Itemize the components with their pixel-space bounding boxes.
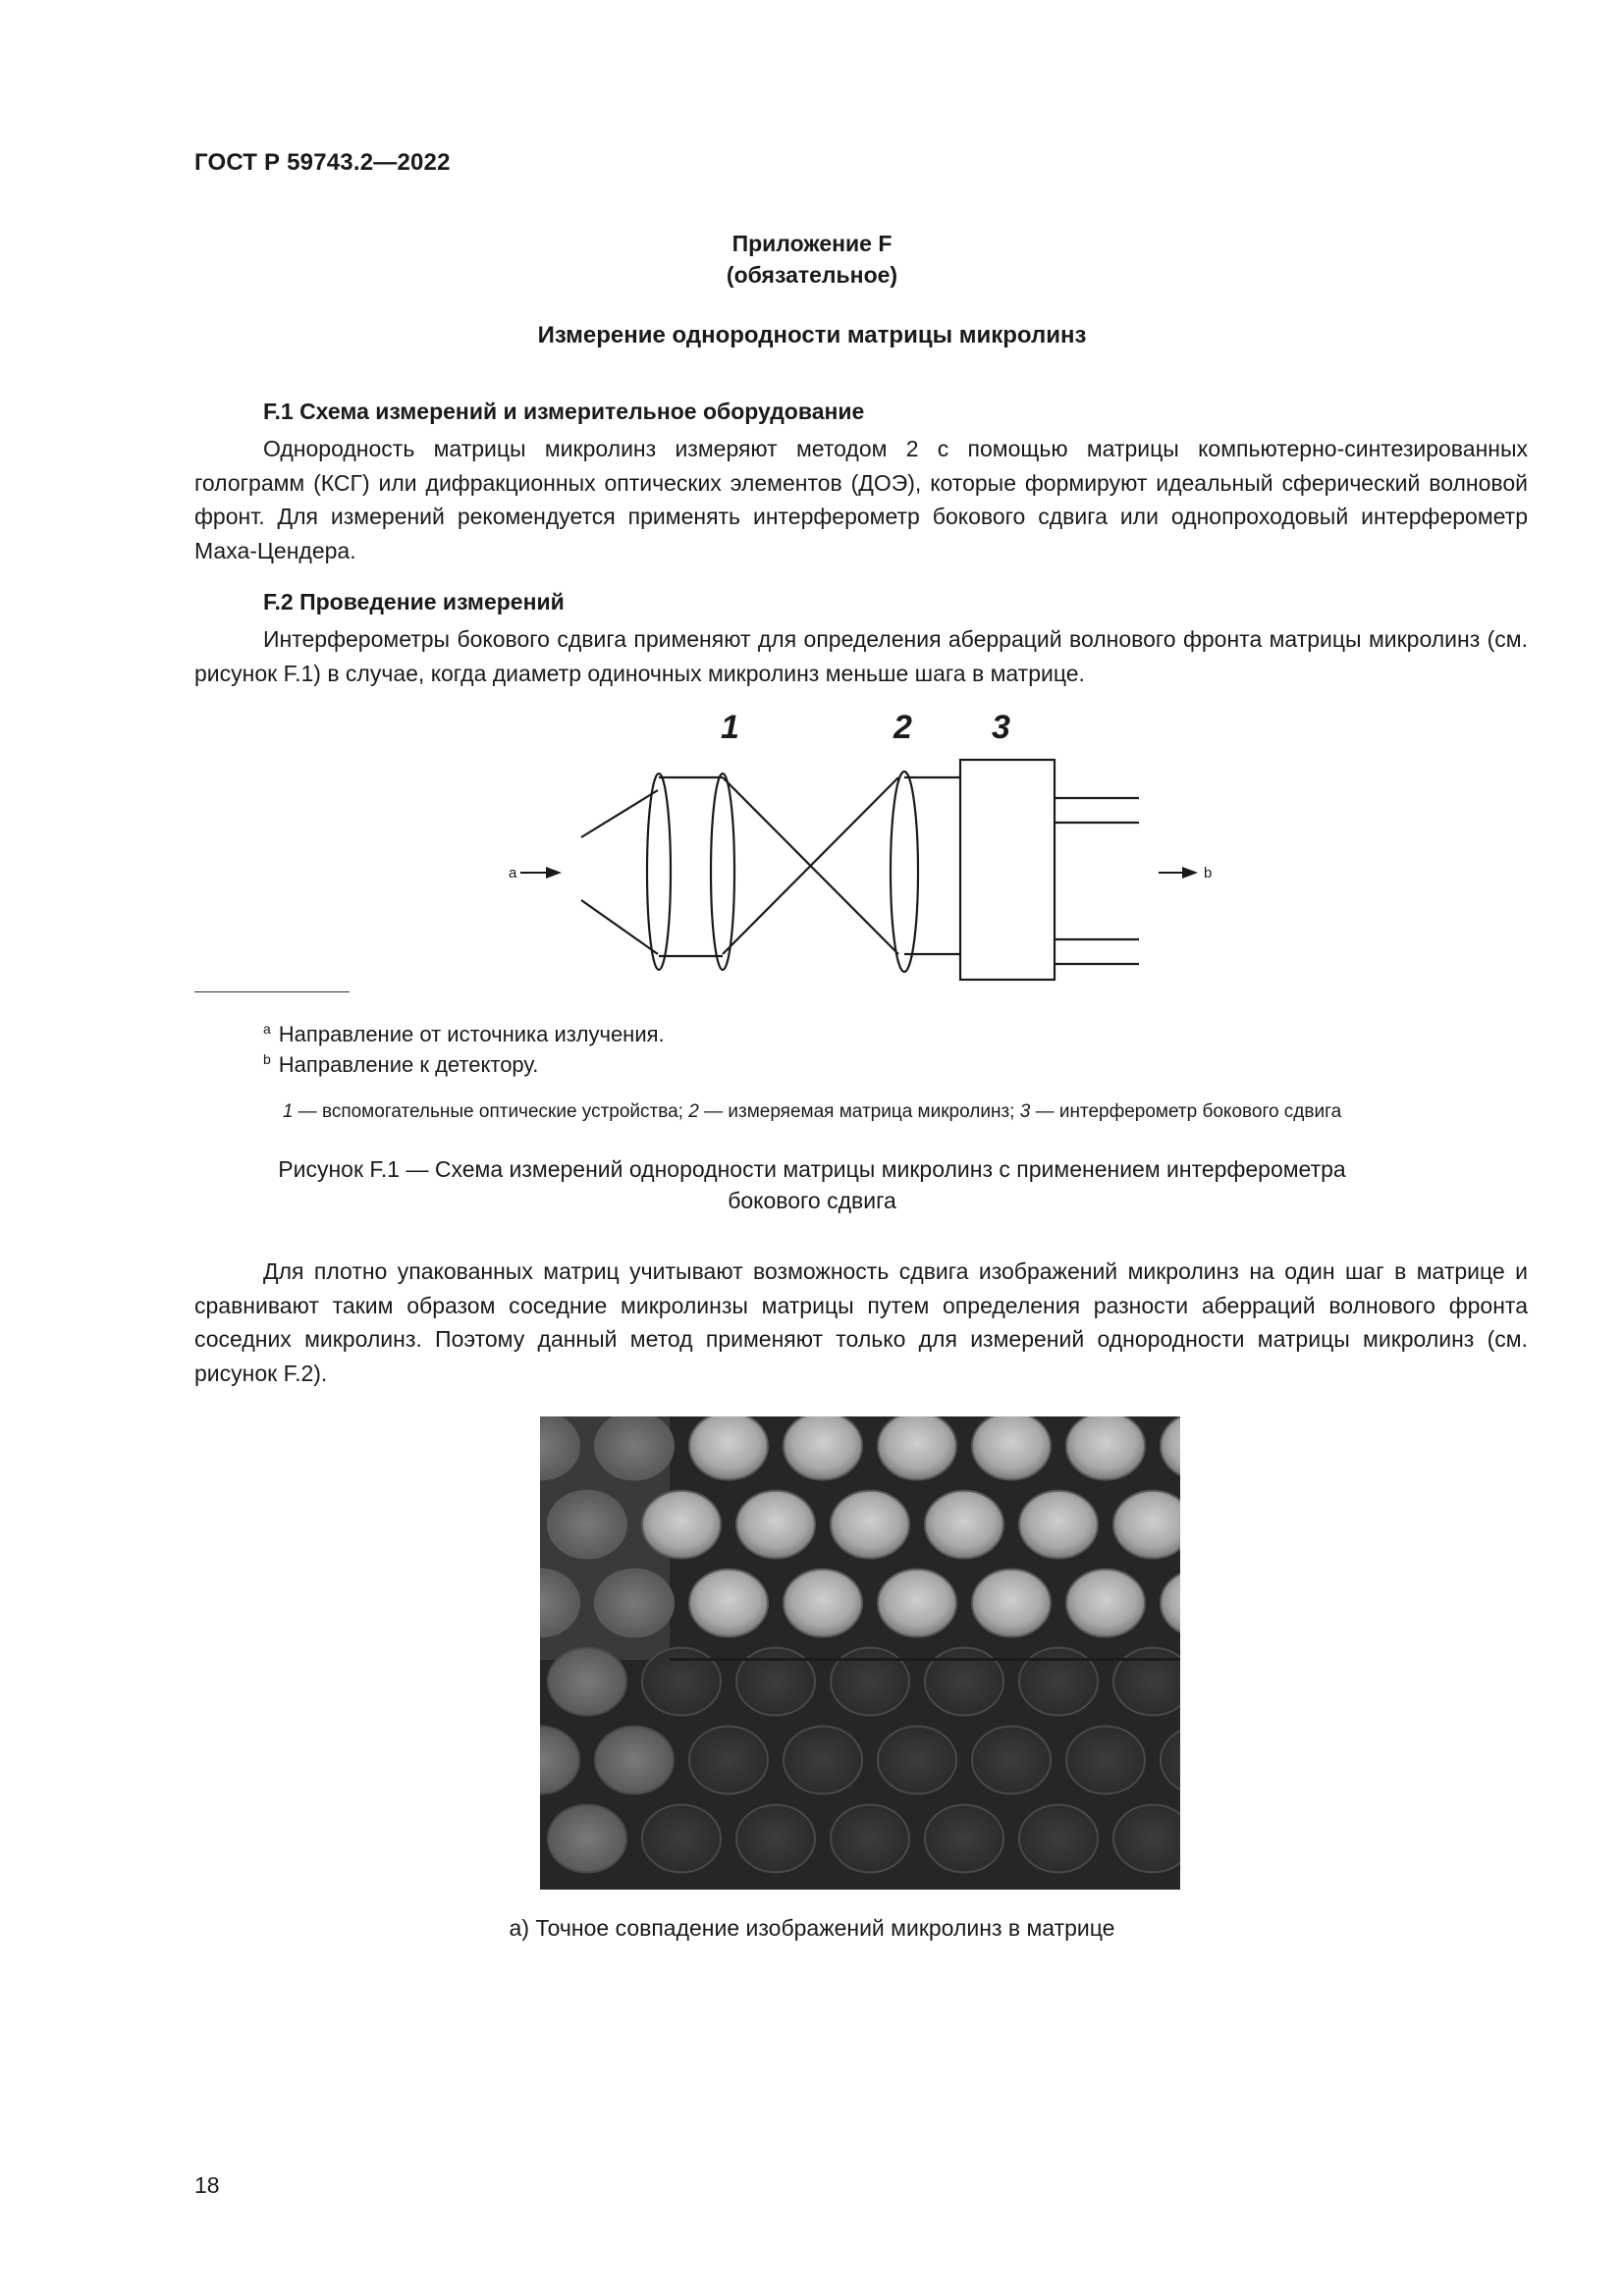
microlens-image [1019, 1805, 1098, 1873]
appendix-status: (обязательное) [726, 262, 898, 288]
section-f1-paragraph: Однородность матрицы микролинз измеряют методом 2 с помощью матрицы компьютерно-синтезированных голограмм (КСГ) или дифракционных оптических элементов (ДОЭ), которые формируют идеальный сферический волновой фронт. Для измерений рекомендуется применять интерферометр бокового сдвига или однопроходовый интерферометр Маха-Цендера. [194, 436, 1528, 563]
section-f2-paragraph: Интерферометры бокового сдвига применяют для определения аберраций волнового фронта матрицы микролинз (см. рисунок F.1) в случае, когда диаметр одиночных микролинз меньше шага в матрице. [194, 626, 1528, 686]
microlens-image [1019, 1491, 1098, 1559]
shearing-interferometer-box [960, 760, 1055, 980]
label-auxiliary-optics: 1 [721, 709, 739, 746]
auxiliary-lens-1 [647, 774, 671, 970]
footnote-a [263, 1021, 665, 1047]
label-interferometer: 3 [992, 709, 1010, 746]
microlens-image [972, 1570, 1051, 1637]
microlens-image [689, 1727, 768, 1794]
microlens-image [548, 1491, 626, 1559]
footnote-b-text: Направление к детектору. [278, 1052, 539, 1077]
microlens-image [784, 1570, 862, 1637]
input-arrow-label: a [509, 865, 517, 881]
figure-f2a-caption: а) Точное совпадение изображений микролинз в матрице [509, 1915, 1115, 1941]
footnote-separator [194, 991, 350, 992]
section-f2-title: F.2 Проведение измерений [263, 589, 565, 614]
microlens-image [642, 1491, 721, 1559]
microlens-image [689, 1416, 768, 1479]
photo-shift-boundary [670, 1658, 1180, 1661]
microlens-image [595, 1570, 674, 1637]
legend-text-3: — интерферометр бокового сдвига [1030, 1101, 1342, 1122]
microlens-image [831, 1648, 909, 1716]
footnote-a-text: Направление от источника излучения. [278, 1022, 665, 1046]
measurement-scheme-diagram [491, 697, 1237, 991]
legend-text-2: — измеряемая матрица микролинз; [698, 1101, 1020, 1122]
microlens-image [736, 1805, 815, 1873]
output-arrow-head [1182, 867, 1198, 879]
microlens-image [1113, 1648, 1180, 1716]
microlens-image [1066, 1727, 1145, 1794]
microlens-image [878, 1727, 956, 1794]
page-number: 18 [194, 2172, 220, 2198]
appendix-heading: Измерение однородности матрицы микролинз [537, 322, 1087, 348]
microlens-image [689, 1570, 768, 1637]
footnote-b-mark: b [263, 1051, 271, 1067]
microlens-image [831, 1805, 909, 1873]
appendix-title-block [194, 228, 1430, 291]
footnote-a-mark: a [263, 1021, 271, 1037]
microlens-image [878, 1570, 956, 1637]
microlens-image [784, 1727, 862, 1794]
microlens-interferogram-photo [540, 1416, 1180, 1890]
microlens-image [1113, 1805, 1180, 1873]
microlens-image [642, 1805, 721, 1873]
microlens-image [736, 1491, 815, 1559]
output-arrow-label: b [1204, 865, 1213, 881]
microlens-image [642, 1648, 721, 1716]
microlens-image [548, 1805, 626, 1873]
legend-number-1: 1 [282, 1101, 294, 1122]
footnote-b [263, 1051, 538, 1078]
incoming-beam-top [581, 790, 658, 837]
paragraph-dense-arrays: Для плотно упакованных матриц учитывают возможность сдвига изображений микролинз на один шаг в матрице и сравнивают таким образом соседние микролинзы матрицы путем определения разности аберраций волнового фронта соседних микролинз. Поэтому данный метод применяют только для измерений однородности матрицы микролинз (см. рисунок F.2). [194, 1258, 1528, 1386]
microlens-image [925, 1648, 1003, 1716]
microlens-image [831, 1491, 909, 1559]
microlens-image [1019, 1648, 1098, 1716]
microlens-image [784, 1416, 862, 1479]
microlens-image [878, 1416, 956, 1479]
legend-text-1: — вспомогательные оптические устройства; [293, 1101, 689, 1122]
microlens-image [972, 1416, 1051, 1479]
label-microlens-array: 2 [893, 709, 912, 746]
microlens-image [925, 1491, 1003, 1559]
microlens-image [595, 1727, 674, 1794]
microlens-image [1113, 1491, 1180, 1559]
microlens-image [972, 1727, 1051, 1794]
document-header: ГОСТ Р 59743.2—2022 [194, 149, 451, 176]
microlens-image [595, 1416, 674, 1479]
appendix-title: Приложение F [731, 231, 893, 256]
legend-number-3: 3 [1019, 1101, 1031, 1122]
section-f1-title: F.1 Схема измерений и измерительное оборудование [263, 399, 865, 424]
figure-legend [194, 1101, 1430, 1123]
microlens-image [1066, 1416, 1145, 1479]
microlens-array-lens [891, 772, 918, 972]
microlens-image [1066, 1570, 1145, 1637]
auxiliary-lens-2 [711, 774, 734, 970]
microlens-image [925, 1805, 1003, 1873]
microlens-image [548, 1648, 626, 1716]
incoming-beam-bottom [581, 900, 658, 954]
figure-f1-caption: Рисунок F.1 — Схема измерений однородности матрицы микролинз с применением интерферометра бокового сдвига [278, 1156, 1346, 1213]
input-arrow-head [546, 867, 562, 879]
microlens-image [736, 1648, 815, 1716]
legend-number-2: 2 [688, 1101, 699, 1122]
